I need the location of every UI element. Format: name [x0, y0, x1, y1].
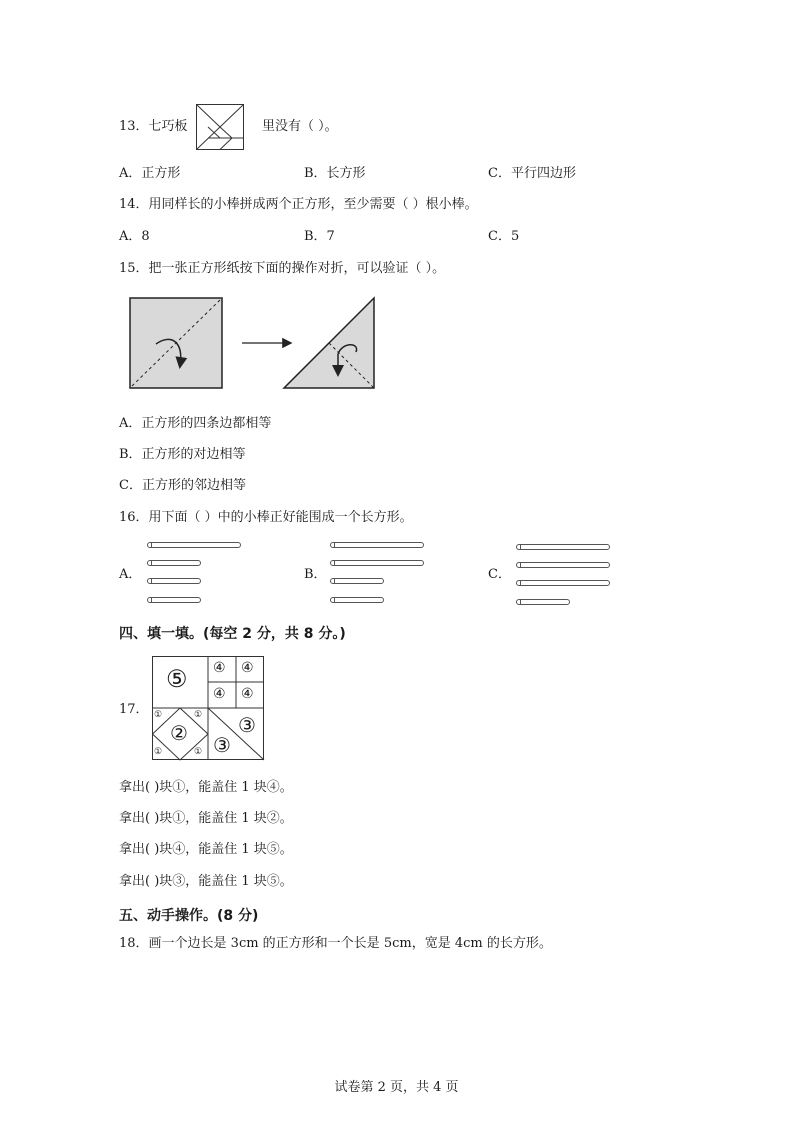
piece-1-label: ① [194, 747, 203, 757]
q17-line-1: 拿出( )块①，能盖住 1 块④。 [119, 780, 293, 795]
stick [516, 562, 610, 568]
piece-1-label: ① [194, 710, 203, 720]
piece-4-label: ④ [213, 660, 226, 676]
stick [147, 578, 201, 584]
q16-option-a: A． [119, 567, 142, 582]
stick [330, 560, 424, 566]
piece-1-label: ① [154, 710, 163, 720]
q17-line-3: 拿出( )块④，能盖住 1 块⑤。 [119, 842, 293, 857]
q13-option-b: B．长方形 [304, 166, 366, 181]
q15-option-a: A．正方形的四条边都相等 [119, 416, 272, 431]
q16-text: 16．用下面（ ）中的小棒正好能围成一个长方形。 [119, 510, 413, 525]
q13-option-c: C．平行四边形 [488, 166, 576, 181]
piece-3-label: ③ [238, 713, 256, 737]
q13-option-a: A．正方形 [119, 166, 181, 181]
page-footer: 试卷第 2 页，共 4 页 [334, 1080, 459, 1095]
stick [147, 542, 241, 548]
q13-suffix: 里没有（ ）。 [262, 119, 338, 134]
piece-5-label: ⑤ [166, 665, 188, 693]
stick [330, 542, 424, 548]
q18-text: 18．画一个边长是 3cm 的正方形和一个长是 5cm，宽是 4cm 的长方形。 [119, 936, 552, 951]
q15-text: 15．把一张正方形纸按下面的操作对折，可以验证（ ）。 [119, 261, 446, 276]
q14-option-c: C．5 [488, 229, 520, 244]
stick [516, 544, 610, 550]
q14-option-a: A．8 [119, 229, 150, 244]
stick [330, 578, 384, 584]
q15-option-b: B．正方形的对边相等 [119, 447, 246, 462]
stick [516, 580, 610, 586]
stick [147, 560, 201, 566]
q13-prefix: 13．七巧板 [119, 119, 188, 134]
stick [147, 597, 201, 603]
q15-option-c: C．正方形的邻边相等 [119, 478, 246, 493]
q16-option-b: B． [304, 567, 327, 582]
q17-label: 17． [119, 702, 149, 717]
piece-2-label: ② [170, 721, 188, 745]
piece-3-label: ③ [213, 733, 231, 757]
q17-line-2: 拿出( )块①，能盖住 1 块②。 [119, 811, 293, 826]
stick [516, 599, 570, 605]
q17-line-4: 拿出( )块③，能盖住 1 块⑤。 [119, 874, 293, 889]
piece-4-label: ④ [241, 686, 254, 702]
folding-diagram [128, 296, 378, 390]
tangram-figure [196, 104, 244, 150]
section-5-title: 五、动手操作。(8 分) [119, 908, 259, 924]
q16-option-c: C． [488, 567, 511, 582]
piece-4-label: ④ [241, 660, 254, 676]
section-4-title: 四、填一填。(每空 2 分，共 8 分。) [119, 626, 346, 642]
piece-4-label: ④ [213, 686, 226, 702]
piece-1-label: ① [154, 747, 163, 757]
q14-option-b: B．7 [304, 229, 335, 244]
stick [330, 597, 384, 603]
q14-text: 14．用同样长的小棒拼成两个正方形，至少需要（ ）根小棒。 [119, 197, 478, 212]
